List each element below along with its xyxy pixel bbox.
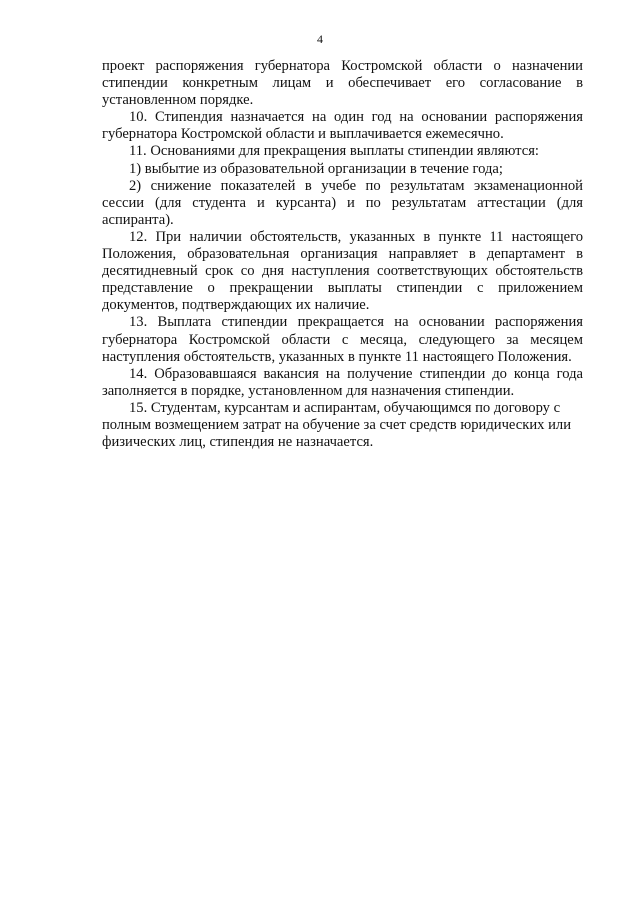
paragraph-10: 10. Стипендия назначается на один год на основании распоряжения губернатора Костромской области и выплачивается ежемесячно. <box>102 109 583 143</box>
paragraph-continuation: проект распоряжения губернатора Костромской области о назначении стипендии конкретным лицам и обеспечивает его согласование в установленном порядке. <box>102 58 583 109</box>
paragraph-13: 13. Выплата стипендии прекращается на основании распоряжения губернатора Костромской области с месяца, следующего за месяцем наступления обстоятельств, указанных в пункте 11 настоящего Положения. <box>102 314 583 365</box>
paragraph-11-item-1: 1) выбытие из образовательной организации в течение года; <box>129 160 503 177</box>
page-number: 4 <box>317 32 323 46</box>
paragraph-14: 14. Образовавшаяся вакансия на получение стипендии до конца года заполняется в порядке, установленном для назначения стипендии. <box>102 365 583 399</box>
paragraph-12: 12. При наличии обстоятельств, указанных в пункте 11 настоящего Положения, образовательная организация направляет в департамент в десятидневный срок со дня наступления соответствующих обстоятельств представление о прекращении выплаты стипендии с приложением документов, подтверждающих их наличие. <box>102 228 583 314</box>
paragraph-11-item-2: 2) снижение показателей в учебе по результатам экзаменационной сессии (для студента и курсанта) и по результатам аттестации (для аспиранта). <box>102 177 583 228</box>
paragraph-15: 15. Студентам, курсантам и аспирантам, обучающимся по договору с полным возмещением затрат на обучение за счет средств юридических или физических лиц, стипендия не назначается. <box>102 399 572 451</box>
paragraph-11: 11. Основаниями для прекращения выплаты стипендии являются: <box>129 143 539 160</box>
document-body <box>102 58 583 451</box>
